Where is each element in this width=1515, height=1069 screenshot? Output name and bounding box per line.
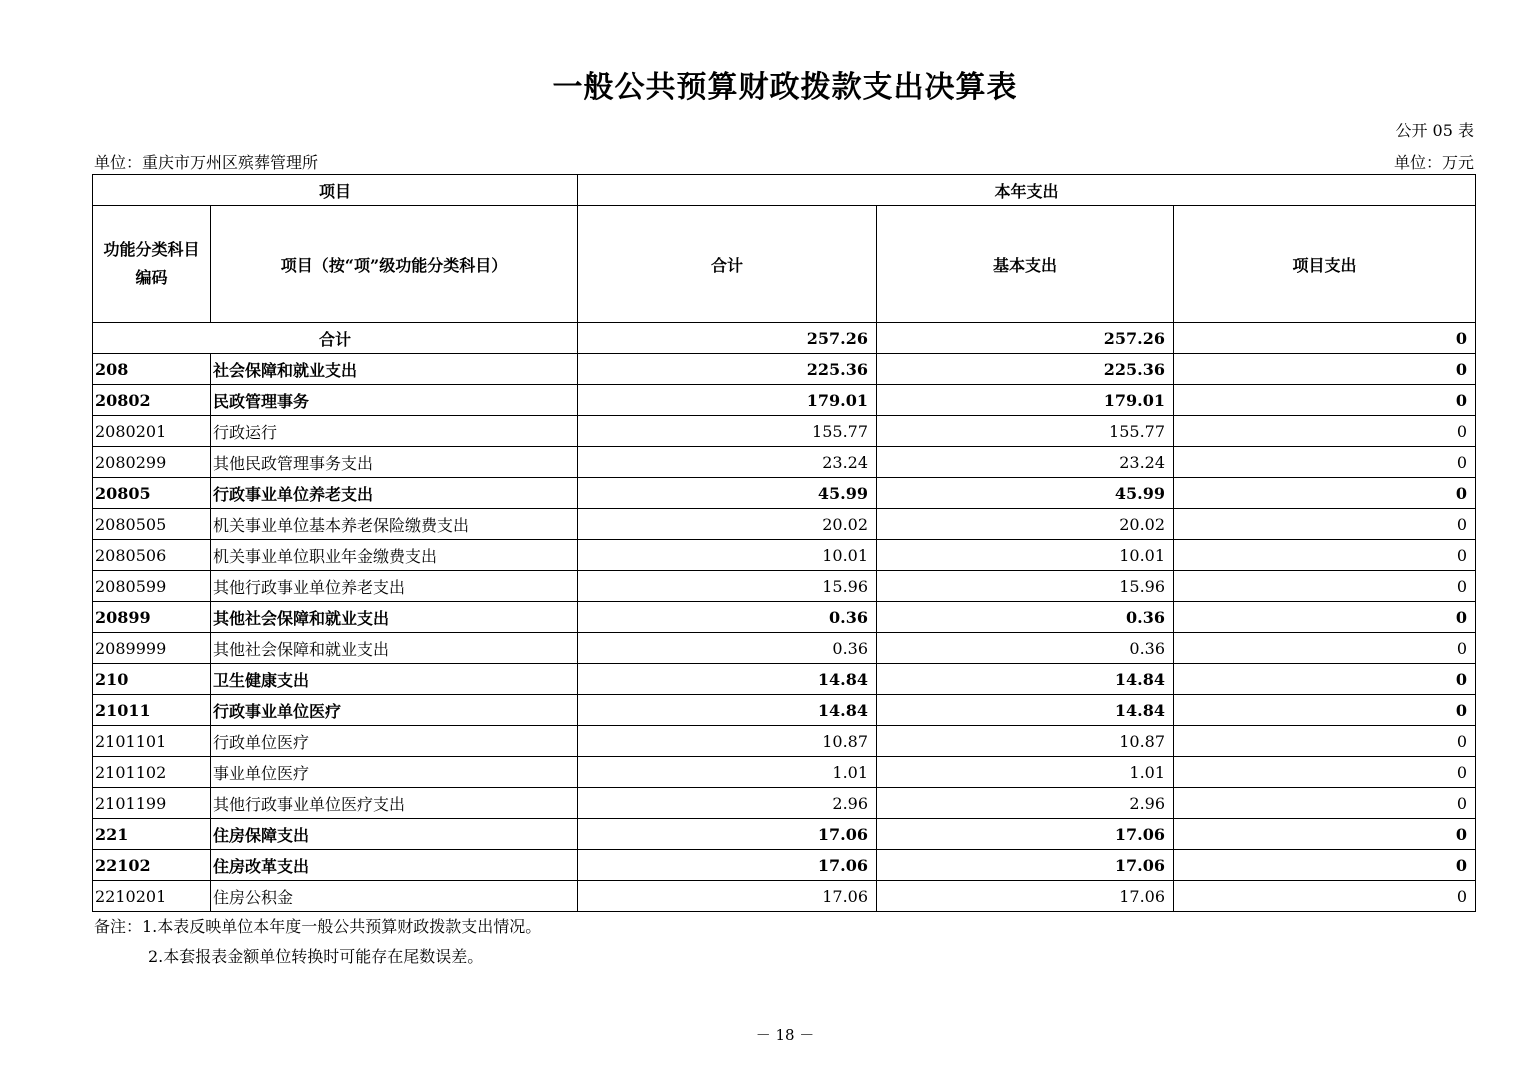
row-project: 0	[1174, 881, 1476, 912]
row-basic: 10.87	[877, 726, 1174, 757]
row-name: 行政事业单位医疗	[211, 695, 578, 726]
row-code: 20899	[93, 602, 211, 633]
row-project: 0	[1174, 788, 1476, 819]
row-name: 住房保障支出	[211, 819, 578, 850]
row-code: 20805	[93, 478, 211, 509]
header-code-line2: 编码	[135, 268, 168, 287]
table-row	[93, 354, 1476, 385]
header-year-expense: 本年支出	[578, 175, 1476, 206]
row-name: 其他社会保障和就业支出	[211, 633, 578, 664]
row-total: 225.36	[578, 354, 877, 385]
row-name: 其他民政管理事务支出	[211, 447, 578, 478]
total-basic: 257.26	[877, 323, 1174, 354]
total-row	[93, 323, 1476, 354]
row-project: 0	[1174, 509, 1476, 540]
row-name: 行政单位医疗	[211, 726, 578, 757]
row-basic: 0.36	[877, 633, 1174, 664]
table-row	[93, 788, 1476, 819]
row-total: 0.36	[578, 602, 877, 633]
row-name: 住房改革支出	[211, 850, 578, 881]
row-basic: 14.84	[877, 664, 1174, 695]
header-basic: 基本支出	[877, 206, 1174, 323]
row-code: 2080201	[93, 416, 211, 447]
form-number: 公开 05 表	[1395, 121, 1474, 140]
row-code: 208	[93, 354, 211, 385]
row-name: 其他行政事业单位医疗支出	[211, 788, 578, 819]
page-number: － 18 －	[755, 1026, 815, 1044]
row-basic: 179.01	[877, 385, 1174, 416]
row-total: 10.01	[578, 540, 877, 571]
row-project: 0	[1174, 633, 1476, 664]
header-row-2	[93, 206, 1476, 323]
row-project: 0	[1174, 726, 1476, 757]
row-name: 住房公积金	[211, 881, 578, 912]
row-code: 2080599	[93, 571, 211, 602]
total-project: 0	[1174, 323, 1476, 354]
row-code: 2080505	[93, 509, 211, 540]
row-basic: 20.02	[877, 509, 1174, 540]
row-code: 2080299	[93, 447, 211, 478]
row-project: 0	[1174, 850, 1476, 881]
row-total: 10.87	[578, 726, 877, 757]
row-basic: 14.84	[877, 695, 1174, 726]
total-label: 合计	[93, 323, 578, 354]
header-code-line1: 功能分类科目	[103, 240, 200, 259]
row-code: 2101101	[93, 726, 211, 757]
table-row	[93, 385, 1476, 416]
header-total: 合计	[578, 206, 877, 323]
row-name: 行政运行	[211, 416, 578, 447]
row-name: 机关事业单位基本养老保险缴费支出	[211, 509, 578, 540]
note-1: 备注：1.本表反映单位本年度一般公共预算财政拨款支出情况。	[94, 917, 542, 936]
table-row	[93, 571, 1476, 602]
row-name: 事业单位医疗	[211, 757, 578, 788]
row-code: 210	[93, 664, 211, 695]
table-row	[93, 540, 1476, 571]
table-row	[93, 447, 1476, 478]
row-project: 0	[1174, 695, 1476, 726]
row-project: 0	[1174, 540, 1476, 571]
row-total: 17.06	[578, 819, 877, 850]
row-basic: 15.96	[877, 571, 1174, 602]
row-name: 卫生健康支出	[211, 664, 578, 695]
row-total: 23.24	[578, 447, 877, 478]
row-project: 0	[1174, 478, 1476, 509]
row-code: 2080506	[93, 540, 211, 571]
row-project: 0	[1174, 385, 1476, 416]
row-basic: 17.06	[877, 850, 1174, 881]
table-row	[93, 509, 1476, 540]
row-total: 155.77	[578, 416, 877, 447]
row-total: 15.96	[578, 571, 877, 602]
row-name: 其他行政事业单位养老支出	[211, 571, 578, 602]
row-name: 社会保障和就业支出	[211, 354, 578, 385]
row-total: 17.06	[578, 850, 877, 881]
row-name: 机关事业单位职业年金缴费支出	[211, 540, 578, 571]
row-basic: 23.24	[877, 447, 1174, 478]
row-project: 0	[1174, 757, 1476, 788]
reporting-unit: 单位：重庆市万州区殡葬管理所	[94, 153, 319, 172]
header-row-1	[93, 175, 1476, 206]
table-row	[93, 664, 1476, 695]
row-project: 0	[1174, 416, 1476, 447]
table-row	[93, 416, 1476, 447]
row-code: 22102	[93, 850, 211, 881]
row-basic: 0.36	[877, 602, 1174, 633]
row-code: 2089999	[93, 633, 211, 664]
header-name: 项目（按“项”级功能分类科目）	[211, 206, 578, 323]
row-basic: 155.77	[877, 416, 1174, 447]
row-project: 0	[1174, 447, 1476, 478]
row-code: 2101199	[93, 788, 211, 819]
budget-table	[92, 174, 1476, 912]
header-project-expense: 项目支出	[1174, 206, 1476, 323]
note-2: 2.本套报表金额单位转换时可能存在尾数误差。	[148, 947, 484, 966]
row-total: 179.01	[578, 385, 877, 416]
row-code: 2101102	[93, 757, 211, 788]
table-row	[93, 757, 1476, 788]
row-basic: 2.96	[877, 788, 1174, 819]
row-basic: 225.36	[877, 354, 1174, 385]
row-name: 民政管理事务	[211, 385, 578, 416]
row-total: 14.84	[578, 664, 877, 695]
table-row	[93, 881, 1476, 912]
row-basic: 1.01	[877, 757, 1174, 788]
table-row	[93, 633, 1476, 664]
table-row	[93, 726, 1476, 757]
row-code: 221	[93, 819, 211, 850]
header-project: 项目	[93, 175, 578, 206]
row-total: 1.01	[578, 757, 877, 788]
row-project: 0	[1174, 571, 1476, 602]
row-name: 其他社会保障和就业支出	[211, 602, 578, 633]
table-row	[93, 695, 1476, 726]
row-total: 45.99	[578, 478, 877, 509]
row-total: 20.02	[578, 509, 877, 540]
notes	[94, 912, 541, 972]
row-project: 0	[1174, 354, 1476, 385]
row-total: 0.36	[578, 633, 877, 664]
row-total: 17.06	[578, 881, 877, 912]
row-basic: 45.99	[877, 478, 1174, 509]
table-row	[93, 819, 1476, 850]
row-code: 20802	[93, 385, 211, 416]
row-basic: 10.01	[877, 540, 1174, 571]
row-project: 0	[1174, 664, 1476, 695]
table-row	[93, 850, 1476, 881]
table-row	[93, 602, 1476, 633]
row-basic: 17.06	[877, 819, 1174, 850]
row-total: 14.84	[578, 695, 877, 726]
row-code: 2210201	[93, 881, 211, 912]
page-title: 一般公共预算财政拨款支出决算表	[552, 70, 1018, 105]
total-amount: 257.26	[578, 323, 877, 354]
currency-unit: 单位：万元	[1393, 153, 1474, 172]
row-project: 0	[1174, 602, 1476, 633]
row-total: 2.96	[578, 788, 877, 819]
table-row	[93, 478, 1476, 509]
row-project: 0	[1174, 819, 1476, 850]
header-code	[93, 206, 211, 323]
row-code: 21011	[93, 695, 211, 726]
row-basic: 17.06	[877, 881, 1174, 912]
row-name: 行政事业单位养老支出	[211, 478, 578, 509]
